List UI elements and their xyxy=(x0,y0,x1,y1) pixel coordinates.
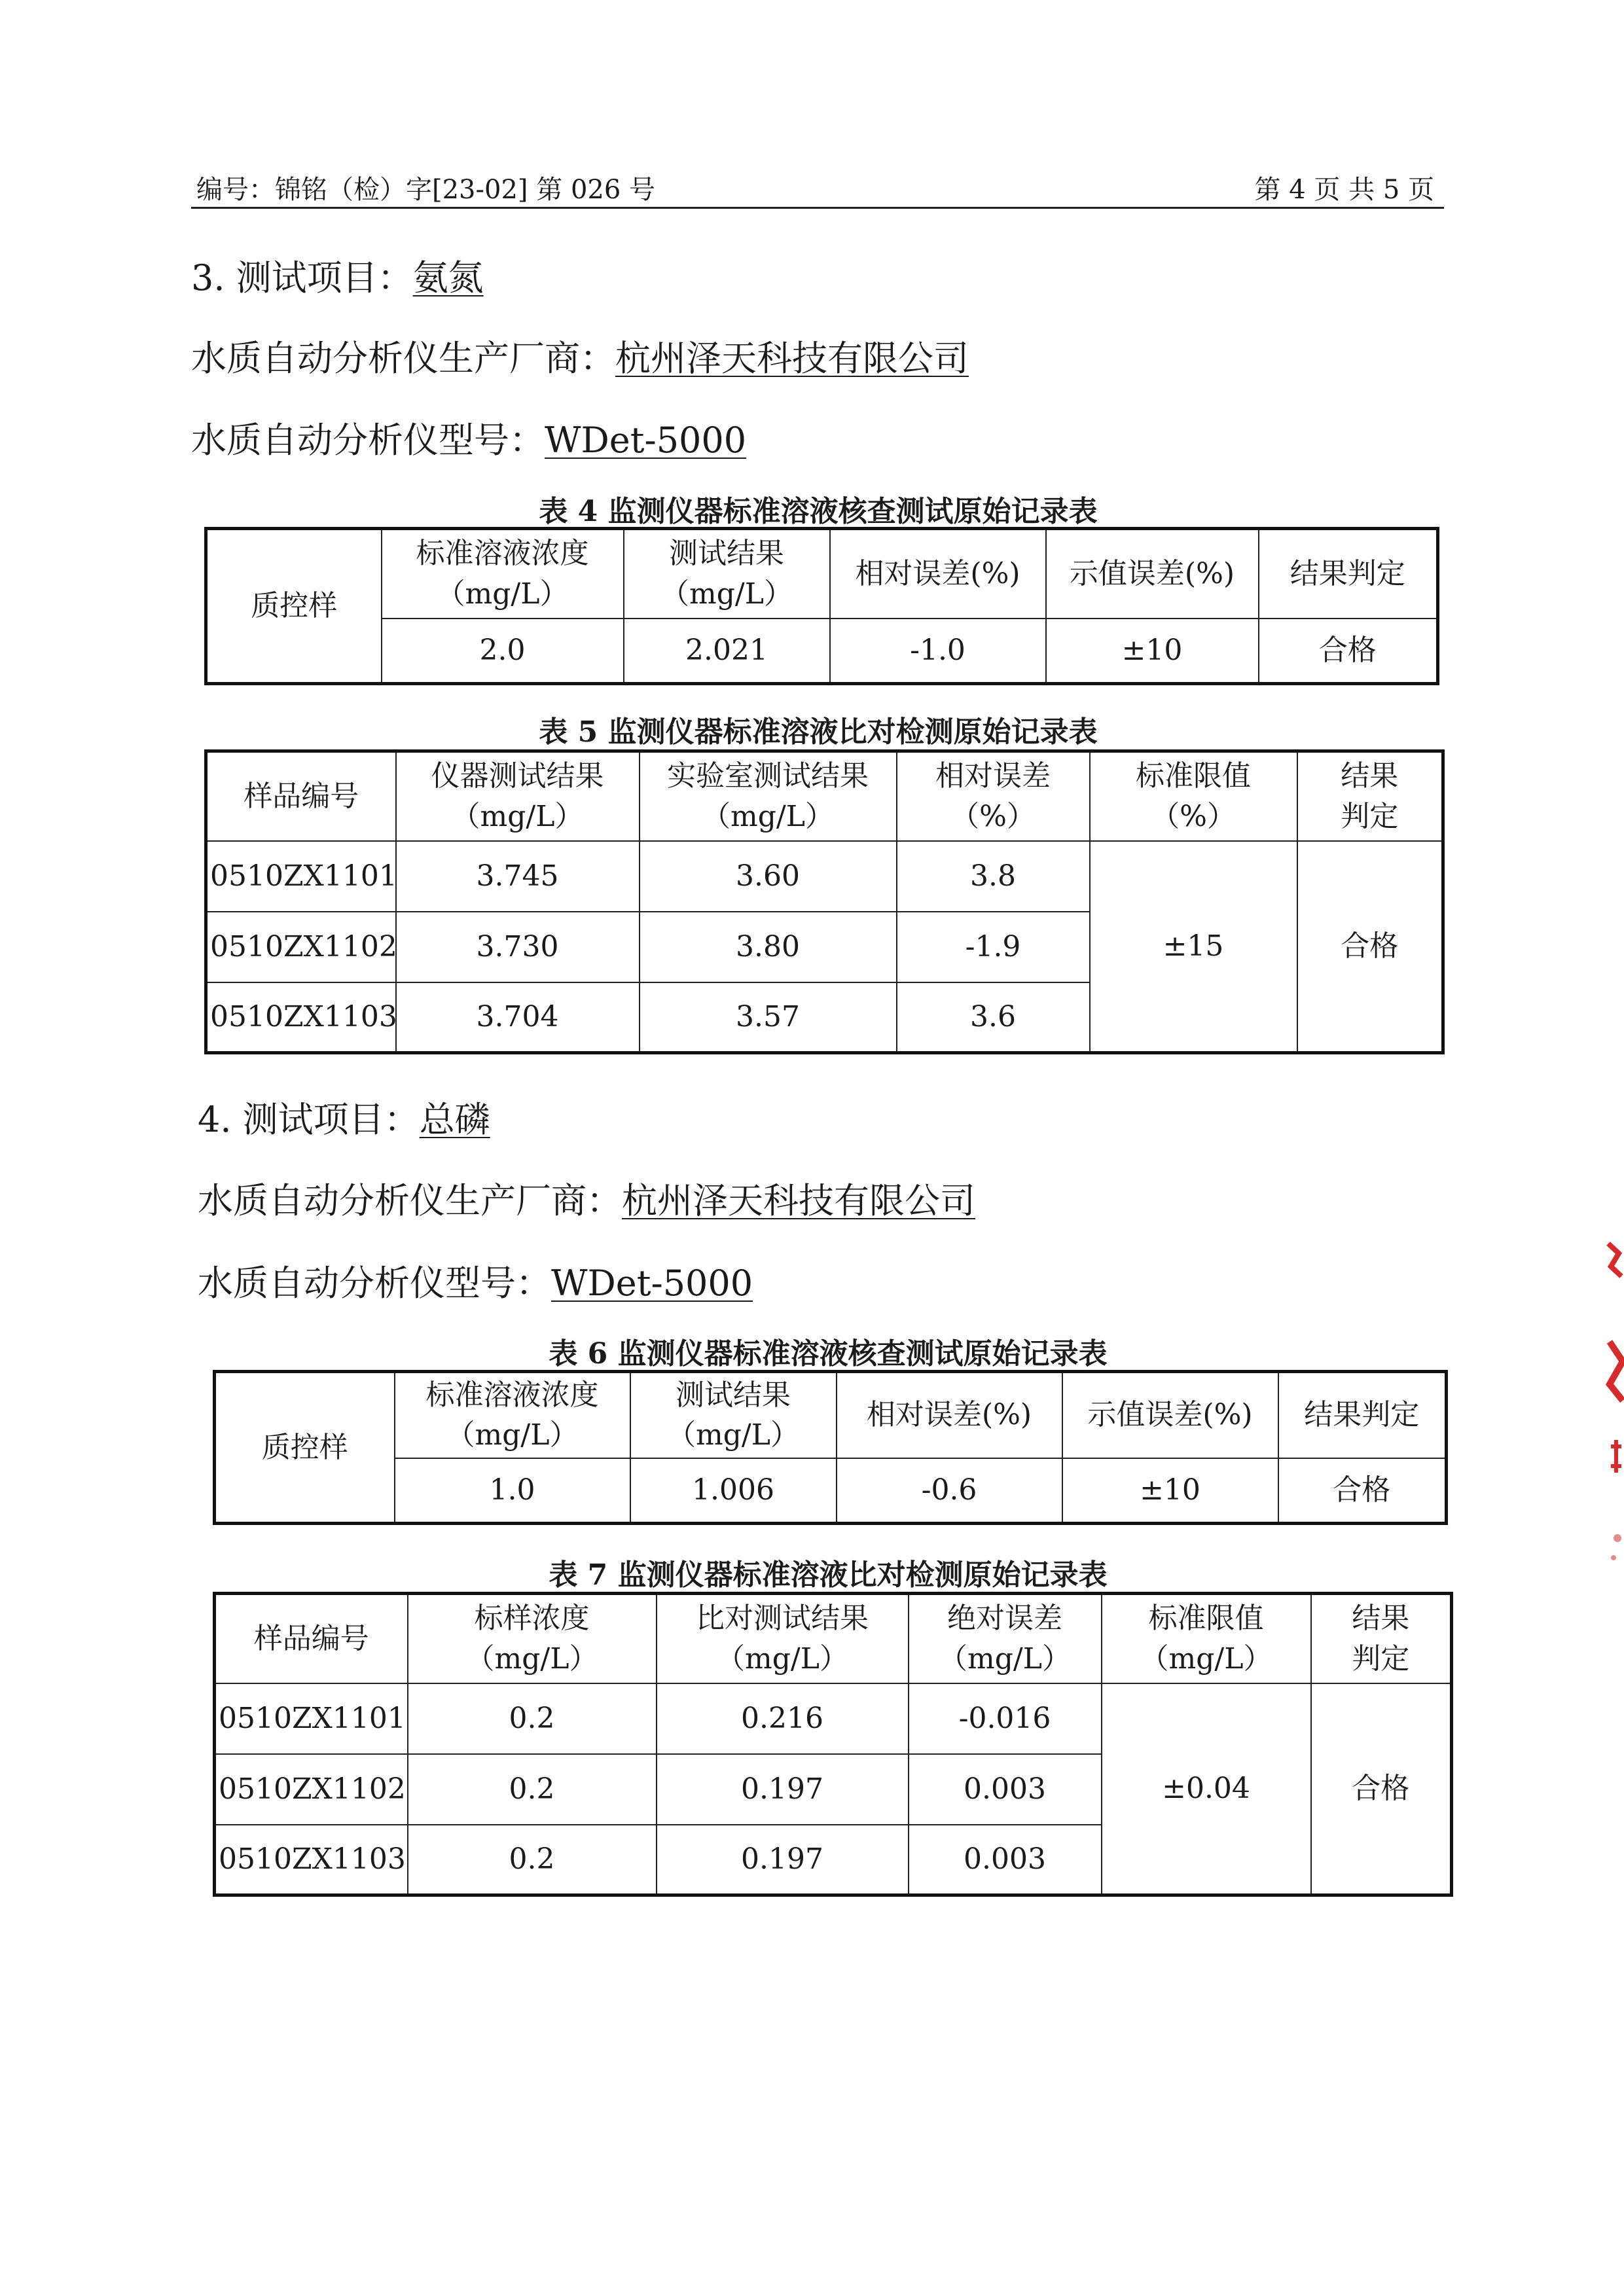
table6-cell: 合格 xyxy=(1278,1458,1447,1524)
table7-col-sample-id: 样品编号 xyxy=(215,1594,408,1683)
table7-cell: 0.003 xyxy=(909,1825,1102,1895)
table5-col-instrument-result: 仪器测试结果 （mg/L） xyxy=(396,751,640,841)
table4-col-judgement: 结果判定 xyxy=(1259,529,1438,619)
table5-col-judgement: 结果 判定 xyxy=(1297,751,1443,841)
sec3-test-item xyxy=(191,250,484,300)
sec4-maker-value: 杭州泽天科技有限公司 xyxy=(622,1180,975,1221)
table5-cell: 0510ZX1101 xyxy=(206,841,396,912)
sec3-model-label: 水质自动分析仪型号： xyxy=(191,420,545,461)
table5-cell: 3.8 xyxy=(897,841,1090,912)
table7-cell: 0.003 xyxy=(909,1754,1102,1825)
seal-stamp-fragment xyxy=(1604,1230,1624,1597)
table7-cell: 0.197 xyxy=(657,1754,909,1825)
header-divider xyxy=(191,207,1444,209)
table7-col-limit: 标准限值 （mg/L） xyxy=(1102,1594,1311,1683)
table5-col-relative-error: 相对误差 （%） xyxy=(897,751,1090,841)
table4-cell: -1.0 xyxy=(830,619,1046,684)
table7-result: 合格 xyxy=(1311,1683,1452,1895)
table7-caption: 表 7 监测仪器标准溶液比对检测原始记录表 xyxy=(549,1558,1108,1592)
sec4-maker-label: 水质自动分析仪生产厂商： xyxy=(198,1180,622,1221)
table6 xyxy=(213,1370,1448,1525)
table7-cell: -0.016 xyxy=(909,1683,1102,1754)
seal-stamp-icon xyxy=(1604,1230,1624,1597)
table7-cell: 0.2 xyxy=(408,1825,657,1895)
table5-cell: 3.6 xyxy=(897,982,1090,1053)
sec3-manufacturer xyxy=(191,331,969,381)
sec3-maker-value: 杭州泽天科技有限公司 xyxy=(615,338,969,379)
table7-col-judgement: 结果 判定 xyxy=(1311,1594,1452,1683)
table7-limit: ±0.04 xyxy=(1102,1683,1311,1895)
table7-cell: 0.2 xyxy=(408,1754,657,1825)
sec4-item-label: 4. 测试项目： xyxy=(198,1099,420,1140)
table4-row-header: 质控样 xyxy=(206,529,382,684)
table6-row-header: 质控样 xyxy=(215,1372,395,1524)
table6-col-relative-error: 相对误差(%) xyxy=(837,1372,1062,1458)
table7-cell: 0.216 xyxy=(657,1683,909,1754)
table6-col-judgement: 结果判定 xyxy=(1278,1372,1447,1458)
table6-col-test-result: 测试结果 （mg/L） xyxy=(630,1372,837,1458)
table5-cell: 3.730 xyxy=(396,912,640,982)
table7-cell: 0510ZX1102 xyxy=(215,1754,408,1825)
page-indicator: 第 4 页 共 5 页 xyxy=(1254,175,1434,205)
table6-caption: 表 6 监测仪器标准溶液核查测试原始记录表 xyxy=(549,1337,1108,1371)
table5-cell: 3.57 xyxy=(640,982,897,1053)
table6-cell: ±10 xyxy=(1062,1458,1278,1524)
table5-cell: 0510ZX1103 xyxy=(206,982,396,1053)
sec3-model-value: WDet-5000 xyxy=(545,420,747,461)
table4-caption: 表 4 监测仪器标准溶液核查测试原始记录表 xyxy=(539,495,1098,528)
table5-cell: 0510ZX1102 xyxy=(206,912,396,982)
table5-cell: -1.9 xyxy=(897,912,1090,982)
table4-cell: 2.0 xyxy=(382,619,624,684)
table-row xyxy=(206,841,1443,912)
table4-cell: 2.021 xyxy=(624,619,830,684)
sec3-model xyxy=(191,412,746,463)
table4-cell: 合格 xyxy=(1259,619,1438,684)
table5-cell: 3.745 xyxy=(396,841,640,912)
table4-col-relative-error: 相对误差(%) xyxy=(830,529,1046,619)
table7-cell: 0510ZX1103 xyxy=(215,1825,408,1895)
table7-cell: 0.2 xyxy=(408,1683,657,1754)
table7-cell: 0.197 xyxy=(657,1825,909,1895)
table4-col-concentration: 标准溶液浓度 （mg/L） xyxy=(382,529,624,619)
table5-cell: 3.60 xyxy=(640,841,897,912)
table6-cell: -0.6 xyxy=(837,1458,1062,1524)
table7-col-standard-conc: 标样浓度 （mg/L） xyxy=(408,1594,657,1683)
table4-col-indication-error: 示值误差(%) xyxy=(1046,529,1259,619)
sec4-model xyxy=(198,1255,753,1306)
table6-col-concentration: 标准溶液浓度 （mg/L） xyxy=(395,1372,630,1458)
table5-col-sample-id: 样品编号 xyxy=(206,751,396,841)
table4-cell: ±10 xyxy=(1046,619,1259,684)
table5-cell: 3.704 xyxy=(396,982,640,1053)
sec4-model-label: 水质自动分析仪型号： xyxy=(198,1263,551,1304)
sec4-manufacturer xyxy=(198,1173,975,1223)
document-number: 编号：锦铭（检）字[23-02] 第 026 号 xyxy=(196,175,656,205)
table7-col-absolute-error: 绝对误差 （mg/L） xyxy=(909,1594,1102,1683)
table5-cell: 3.80 xyxy=(640,912,897,982)
sec3-item-value: 氨氮 xyxy=(412,257,484,298)
sec4-test-item xyxy=(198,1092,490,1142)
sec4-item-value: 总磷 xyxy=(419,1099,490,1140)
table4 xyxy=(204,527,1439,685)
table6-cell: 1.0 xyxy=(395,1458,630,1524)
sec3-maker-label: 水质自动分析仪生产厂商： xyxy=(191,338,615,379)
table6-col-indication-error: 示值误差(%) xyxy=(1062,1372,1278,1458)
sec4-model-value: WDet-5000 xyxy=(551,1263,753,1304)
table5-limit: ±15 xyxy=(1090,841,1297,1053)
table6-cell: 1.006 xyxy=(630,1458,837,1524)
table5-caption: 表 5 监测仪器标准溶液比对检测原始记录表 xyxy=(539,715,1098,749)
table5-result: 合格 xyxy=(1297,841,1443,1053)
table4-col-test-result: 测试结果 （mg/L） xyxy=(624,529,830,619)
table5-col-lab-result: 实验室测试结果 （mg/L） xyxy=(640,751,897,841)
table-row xyxy=(215,1683,1452,1754)
table7-cell: 0510ZX1101 xyxy=(215,1683,408,1754)
sec3-item-label: 3. 测试项目： xyxy=(191,257,413,298)
table5 xyxy=(204,749,1445,1054)
table7-col-comparison-result: 比对测试结果 （mg/L） xyxy=(657,1594,909,1683)
table5-col-limit: 标准限值 （%） xyxy=(1090,751,1297,841)
table7 xyxy=(213,1592,1453,1897)
